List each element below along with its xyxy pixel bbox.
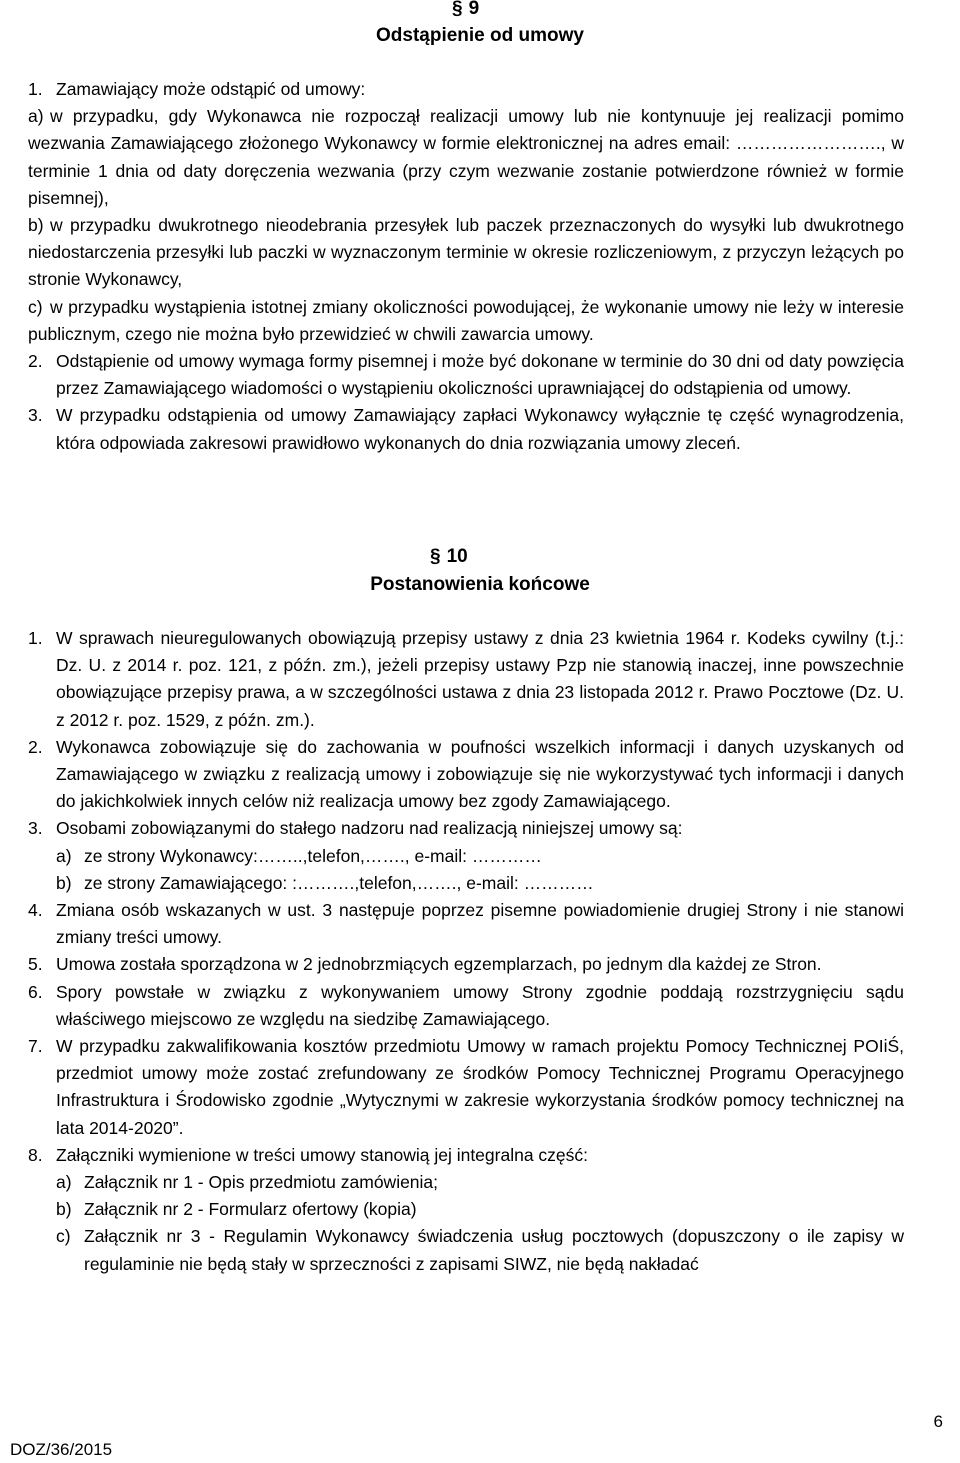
list-item [28, 979, 904, 1033]
item-text: W przypadku zakwalifikowania kosztów przedmiotu Umowy w ramach projektu Pomocy Technicznej POIiŚ, przedmiot umowy może zostać zrefundowany ze środków Pomocy Technicznej Programu Operacyjnego Infrastruktura i Środowisko zgodnie „Wytycznymi w zakresie wykorzystania środków pomocy technicznej na lata 2014-2020”. [56, 1036, 904, 1138]
item-text: Załączniki wymienione w treści umowy stanowią jej integralna część: [56, 1144, 589, 1165]
item-label: 2. [28, 351, 43, 372]
item-label: 7. [28, 1036, 43, 1057]
section-9-heading-number [452, 0, 479, 21]
item-label: 1. [28, 79, 43, 99]
list-item [28, 76, 904, 103]
item-text: w przypadku, gdy Wykonawca nie rozpoczął realizacji umowy lub nie kontynuuje jej realizacji pomimo wezwania Zamawiającego złożonego Wykonawcy w formie elektronicznej na adres email: ……………………., w terminie 1 dnia od daty doręczenia wezwania (przy czym wezwanie zostanie potwierdzone również w formie pisemnej), [28, 106, 904, 208]
item-text: W przypadku odstąpienia od umowy Zamawiający zapłaci Wykonawcy wyłącznie tę część wynagrodzenia, która odpowiada zakresowi prawidłowo wykonanych do dnia rozwiązania umowy zleceń. [56, 405, 904, 453]
item-label: b) [28, 215, 44, 236]
section-10-body [28, 625, 904, 1278]
item-text: ze strony Wykonawcy:……..,telefon,……., e-mail: ………… [84, 845, 542, 866]
item-label: 1. [28, 628, 43, 648]
item-text: Załącznik nr 1 - Opis przedmiotu zamówienia; [84, 1172, 439, 1193]
item-text: ze strony Zamawiającego: :……….,telefon,……., e-mail: ………… [84, 872, 594, 893]
list-item [28, 348, 904, 402]
list-item [28, 815, 904, 842]
item-text: Załącznik nr 3 - Regulamin Wykonawcy świadczenia usług pocztowych (dopuszczony o ile zapisy w regulaminie nie będą stały w sprzeczności z zapisami SIWZ, nie będą nakładać [84, 1226, 904, 1274]
item-text: Załącznik nr 2 - Formularz ofertowy (kopia) [84, 1199, 417, 1220]
item-text: Odstąpienie od umowy wymaga formy pisemnej i może być dokonane w terminie do 30 dni od daty powzięcia przez Zamawiającego wiadomości o wystąpieniu okoliczności uprawniającej do odstąpienia od umowy. [56, 351, 904, 399]
item-text: w przypadku dwukrotnego nieodebrania przesyłek lub paczek przeznaczonych do wysyłki lub dwukrotnego niedostarczenia przesyłki lub paczki w wyznaczonym terminie w okresie rozliczeniowym, z przyczyn leżących po stronie Wykonawcy, [28, 215, 904, 290]
list-item [28, 402, 904, 456]
section-mark: § [430, 546, 441, 567]
list-item [28, 625, 904, 734]
item-label: 5. [28, 954, 43, 975]
section-10-heading-number [430, 545, 468, 569]
section-number: 9 [468, 0, 480, 19]
list-item [28, 843, 904, 870]
section-number: 10 [446, 546, 468, 567]
list-item [28, 897, 904, 951]
item-label: 3. [28, 405, 43, 426]
list-item [28, 1142, 904, 1169]
section-9-body [28, 76, 904, 457]
list-item [28, 1169, 904, 1196]
item-label: c) [28, 296, 43, 317]
item-label: c) [56, 1226, 71, 1247]
list-item [28, 951, 904, 978]
list-item [28, 294, 904, 348]
item-label: a) [56, 1172, 72, 1193]
item-text: w przypadku wystąpienia istotnej zmiany okoliczności powodującej, że wykonanie umowy nie leży w interesie publicznym, czego nie można było przewidzieć w chwili zawarcia umowy. [28, 296, 904, 344]
section-10-title: Postanowienia końcowe [370, 574, 590, 595]
item-label: 8. [28, 1144, 43, 1165]
document-id: DOZ/36/2015 [10, 1440, 113, 1459]
item-label: 4. [28, 900, 43, 921]
item-label: b) [56, 1199, 72, 1220]
item-label: a) [56, 845, 72, 866]
item-text: Wykonawca zobowiązuje się do zachowania w poufności wszelkich informacji i danych uzyskanych od Zamawiającego w związku z realizacją umowy i zobowiązuje się nie wykorzystywać tych informacji i danych do jakichkolwiek innych celów niż realizacja umowy bez zgody Zamawiającego. [56, 736, 904, 812]
item-text: Osobami zobowiązanymi do stałego nadzoru nad realizacją niniejszej umowy są: [56, 818, 683, 839]
section-9-title: Odstąpienie od umowy [376, 25, 584, 46]
item-label: 2. [28, 736, 43, 757]
list-item [28, 1033, 904, 1142]
list-item [28, 734, 904, 816]
list-item [28, 870, 904, 897]
page-number: 6 [933, 1412, 943, 1431]
list-item [28, 1196, 904, 1223]
item-text: Zmiana osób wskazanych w ust. 3 następuje poprzez pisemne powiadomienie drugiej Strony i nie stanowi zmiany treści umowy. [56, 900, 904, 948]
item-text: Zamawiający może odstąpić od umowy: [56, 79, 366, 99]
list-item [28, 1223, 904, 1277]
item-label: 3. [28, 818, 43, 839]
item-text: Umowa została sporządzona w 2 jednobrzmiących egzemplarzach, po jednym dla każdej ze Stron. [56, 954, 822, 975]
item-label: 6. [28, 981, 43, 1002]
item-text: Spory powstałe w związku z wykonywaniem umowy Strony zgodnie poddają rozstrzygnięciu sądu właściwego miejscowo ze względu na siedzibę Zamawiającego. [56, 981, 904, 1029]
section-mark: § [452, 0, 463, 19]
list-item [28, 103, 904, 212]
item-text: W sprawach nieuregulowanych obowiązują przepisy ustawy z dnia 23 kwietnia 1964 r. Kodeks cywilny (t.j.: Dz. U. z 2014 r. poz. 121, z późn. zm.), jeżeli przepisy ustawy Pzp nie stanowią inaczej, inne powszechnie obowiązujące przepisy prawa, a w szczególności ustawa z dnia 23 listopada 2012 r. Prawo Pocztowe (Dz. U. z 2012 r. poz. 1529, z późn. zm.). [56, 628, 904, 730]
item-label: b) [56, 872, 72, 893]
list-item [28, 212, 904, 294]
item-label: a) [28, 106, 44, 127]
